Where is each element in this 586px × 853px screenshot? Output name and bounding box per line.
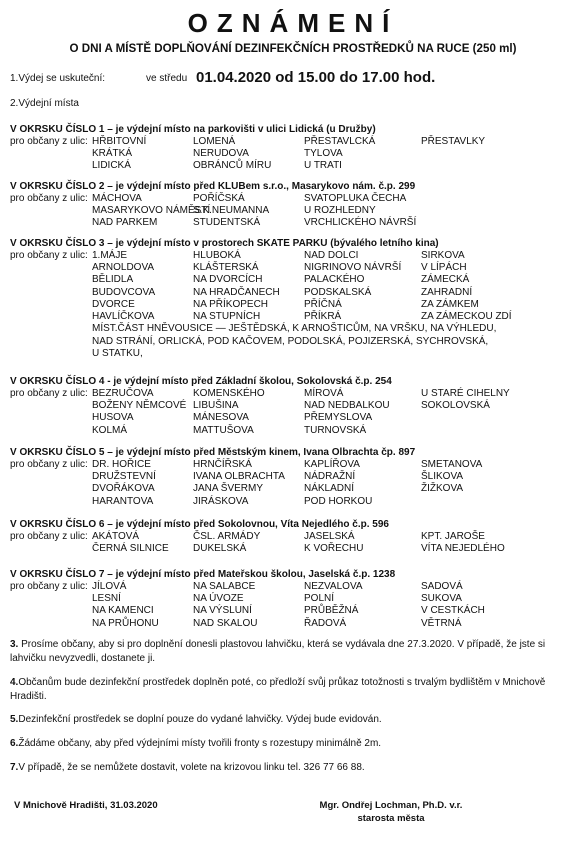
street-name: PŘESTAVLKY bbox=[421, 136, 486, 147]
section1-label: 1.Výdej se uskuteční: bbox=[10, 73, 106, 84]
street-name: DR. HOŘICE bbox=[92, 459, 151, 470]
street-name: NA PŘÍKOPECH bbox=[193, 298, 269, 310]
street-name: DVOŘÁKOVA bbox=[92, 483, 155, 495]
street-name: NA SALABCE bbox=[193, 581, 256, 592]
district-heading: V OKRSKU ČÍSLO 1 – je výdejní místo na parkovišti v ulici Lidická (u Družby) bbox=[10, 124, 376, 135]
street-name: SVATOPLUKA ČECHA bbox=[304, 193, 407, 204]
street-name: PODSKALSKÁ bbox=[304, 286, 372, 298]
note-text: V případě, že se nemůžete dostavit, volete na krizovou linku tel. 326 77 66 88. bbox=[18, 762, 365, 773]
street-name: MÁNESOVA bbox=[193, 412, 249, 424]
district-heading: V OKRSKU ČÍSLO 7 – je výdejní místo před Mateřskou školou, Jaselská č.p. 1238 bbox=[10, 569, 396, 580]
street-name: NAD DOLCI bbox=[304, 250, 359, 261]
street-name: HRNČÍŘSKÁ bbox=[193, 459, 252, 470]
street-name: JÍLOVÁ bbox=[92, 581, 127, 592]
street-name: 1.MÁJE bbox=[92, 250, 128, 261]
street-name: U ROZHLEDNY bbox=[304, 205, 376, 217]
street-name: PŘESTAVLCKÁ bbox=[304, 136, 376, 147]
street-name: KOMENSKÉHO bbox=[193, 388, 265, 399]
street-name: HARANTOVA bbox=[92, 495, 154, 507]
street-name: SADOVÁ bbox=[421, 581, 463, 592]
street-name: IVANA OLBRACHTA bbox=[193, 471, 285, 483]
district-heading: V OKRSKU ČÍSLO 2 – je výdejní místo před KLUBem s.r.o., Masarykovo nám. č.p. 299 bbox=[10, 181, 416, 192]
street-name: HLUBOKÁ bbox=[193, 250, 241, 261]
street-name: LOMENÁ bbox=[193, 136, 236, 147]
street-name: ČSL. ARMÁDY bbox=[193, 531, 261, 542]
street-name: HŘBITOVNÍ bbox=[92, 136, 147, 147]
street-name: NERUDOVA bbox=[193, 148, 249, 160]
street-name: ŘADOVÁ bbox=[304, 617, 347, 629]
district-extra-line: NAD STRÁNÍ, ORLICKÁ, POD KAČOVEM, PODOLSKÁ, POJIZERSKÁ, SYCHROVSKÁ, bbox=[92, 335, 489, 347]
street-name: NEZVALOVA bbox=[304, 581, 363, 592]
page-subtitle: O DNI A MÍSTĚ DOPLŇOVÁNÍ DEZINFEKČNÍCH PROSTŘEDKŮ NA RUCE (250 ml) bbox=[69, 42, 517, 55]
signer-name: Mgr. Ondřej Lochman, Ph.D. v.r. bbox=[319, 800, 463, 811]
street-name: SOKOLOVSKÁ bbox=[421, 400, 490, 412]
street-name: KAPLÍŘOVA bbox=[304, 459, 360, 470]
street-name: POLNÍ bbox=[304, 593, 335, 605]
street-name: MÁCHOVA bbox=[92, 193, 142, 204]
street-name: ZÁMECKÁ bbox=[421, 274, 470, 286]
street-name: PRŮBĚŽNÁ bbox=[304, 605, 359, 617]
for-citizens-label: pro občany z ulic: bbox=[10, 388, 88, 399]
street-name: ŠLIKOVA bbox=[421, 471, 464, 483]
street-name: KOLMÁ bbox=[92, 424, 128, 436]
section2-label: 2.Výdejní místa bbox=[10, 98, 79, 109]
place-date: V Mnichově Hradišti, 31.03.2020 bbox=[14, 800, 158, 811]
street-name: OBRÁNCŮ MÍRU bbox=[193, 160, 272, 172]
note-text: Žádáme občany, aby před výdejními místy tvořili fronty s rozestupy minimálně 2m. bbox=[18, 738, 382, 749]
street-name: NIGRINOVO NÁVRŠÍ bbox=[304, 262, 402, 274]
street-name: ARNOLDOVA bbox=[92, 262, 155, 274]
street-name: JIRÁSKOVA bbox=[193, 495, 249, 507]
street-name: KLÁŠTERSKÁ bbox=[193, 262, 259, 274]
street-name: NAD SKALOU bbox=[193, 617, 258, 629]
street-name: LIBUŠINA bbox=[193, 400, 239, 412]
note-paragraph bbox=[10, 737, 570, 751]
street-name: ČERNÁ SILNICE bbox=[92, 543, 169, 555]
street-name: NA DVORCÍCH bbox=[193, 274, 263, 286]
district-heading: V OKRSKU ČÍSLO 4 - je výdejní místo před Základní školou, Sokolovská č.p. 254 bbox=[10, 376, 392, 387]
street-name: TYLOVA bbox=[304, 148, 343, 160]
street-name: HAVLÍČKOVA bbox=[92, 311, 155, 322]
street-name: NÁKLADNÍ bbox=[304, 483, 355, 495]
street-name: SIRKOVA bbox=[421, 250, 465, 261]
street-name: AKÁTOVÁ bbox=[92, 531, 140, 542]
for-citizens-label: pro občany z ulic: bbox=[10, 250, 88, 261]
for-citizens-label: pro občany z ulic: bbox=[10, 193, 88, 204]
street-name: MASARYKOVO NÁMĚSTÍ bbox=[92, 205, 211, 217]
note-text: Prosíme občany, aby si pro doplnění donesli plastovou lahvičku, která se vydávala dne 27.3.2020. V případě, že jste si lahvičku nevyzvedli, dostanete ji. bbox=[10, 639, 546, 664]
street-name: V LÍPÁCH bbox=[421, 262, 467, 274]
street-name: PALACKÉHO bbox=[304, 274, 365, 286]
street-name: DUKELSKÁ bbox=[193, 543, 247, 555]
street-name: POD HORKOU bbox=[304, 495, 373, 507]
for-citizens-label: pro občany z ulic: bbox=[10, 136, 88, 147]
note-number: 4. bbox=[10, 677, 19, 688]
street-name: SUKOVA bbox=[421, 593, 462, 605]
note-paragraph bbox=[10, 638, 570, 666]
street-name: VRCHLICKÉHO NÁVRŠÍ bbox=[304, 217, 417, 229]
street-name: NAD NEDBALKOU bbox=[304, 400, 390, 412]
street-name: KPT. JAROŠE bbox=[421, 531, 485, 542]
street-name: ZA ZÁMKEM bbox=[421, 298, 479, 310]
district-heading: V OKRSKU ČÍSLO 3 – je výdejní místo v prostorech SKATE PARKU (bývalého letního kina) bbox=[10, 238, 439, 249]
street-name: BĚLIDLA bbox=[92, 274, 134, 286]
note-paragraph bbox=[10, 761, 570, 775]
street-name: S.K.NEUMANNA bbox=[193, 205, 270, 217]
street-name: MATTUŠOVA bbox=[193, 424, 254, 436]
street-name: PŘEMYSLOVA bbox=[304, 412, 373, 424]
street-name: NA PRŮHONU bbox=[92, 617, 159, 629]
district-extra-line: MÍST.ČÁST HNĚVOUSICE — JEŠTĚDSKÁ, K ARNOŠTICŮM, NA VRŠKU, NA VÝHLEDU, bbox=[92, 323, 497, 335]
note-number: 5. bbox=[10, 714, 19, 725]
page-title: OZNÁMENÍ bbox=[187, 8, 399, 38]
street-name: NA ÚVOZE bbox=[193, 593, 244, 605]
note-paragraph bbox=[10, 713, 570, 727]
street-name: U TRATI bbox=[304, 160, 342, 172]
street-name: DRUŽSTEVNÍ bbox=[92, 471, 156, 483]
street-name: BOŽENY NĚMCOVÉ bbox=[92, 400, 187, 412]
district-extra-line: U STATKU, bbox=[92, 348, 143, 360]
street-name: ZAHRADNÍ bbox=[421, 286, 473, 298]
street-name: POŘÍČSKÁ bbox=[193, 193, 245, 204]
section1-when-date: 01.04.2020 od 15.00 do 17.00 hod. bbox=[196, 69, 436, 86]
street-name: BEZRUČOVA bbox=[92, 388, 154, 399]
street-name: PŘÍKRÁ bbox=[304, 311, 342, 322]
street-name: U STARÉ CIHELNY bbox=[421, 388, 510, 399]
signer-title: starosta města bbox=[357, 813, 425, 824]
street-name: NA STUPNÍCH bbox=[193, 311, 261, 322]
note-text: Občanům bude dezinfekční prostředek doplněn poté, co předloží svůj průkaz totožnosti s trvalým bydlištěm v Mnichově Hradišti. bbox=[10, 677, 546, 702]
for-citizens-label: pro občany z ulic: bbox=[10, 459, 88, 470]
street-name: BUDOVCOVA bbox=[92, 286, 156, 298]
note-paragraph bbox=[10, 676, 570, 704]
note-text: Dezinfekční prostředek se doplní pouze do vydané lahvičky. Výdej bude evidován. bbox=[18, 714, 382, 725]
street-name: PŘÍČNÁ bbox=[304, 298, 342, 310]
street-name: NA VÝSLUNÍ bbox=[193, 605, 252, 617]
for-citizens-label: pro občany z ulic: bbox=[10, 581, 88, 592]
street-name: JANA ŠVERMY bbox=[193, 483, 264, 495]
district-heading: V OKRSKU ČÍSLO 6 – je výdejní místo před Sokolovnou, Víta Nejedlého č.p. 596 bbox=[10, 519, 389, 530]
street-name: SMETANOVA bbox=[421, 459, 483, 470]
district-heading: V OKRSKU ČÍSLO 5 – je výdejní místo před Městským kinem, Ivana Olbrachta čp. 897 bbox=[10, 447, 416, 458]
street-name: JASELSKÁ bbox=[304, 531, 355, 542]
note-number: 6. bbox=[10, 738, 19, 749]
street-name: HUSOVA bbox=[92, 412, 134, 424]
street-name: NA HRADČANECH bbox=[193, 286, 280, 298]
street-name: NAD PARKEM bbox=[92, 217, 158, 229]
street-name: KRÁTKÁ bbox=[92, 148, 133, 160]
street-name: LIDICKÁ bbox=[92, 160, 131, 172]
note-number: 3. bbox=[10, 639, 19, 650]
street-name: STUDENTSKÁ bbox=[193, 217, 261, 229]
street-name: VĚTRNÁ bbox=[421, 617, 462, 629]
street-name: K VOŘECHU bbox=[304, 543, 364, 555]
street-name: ZA ZÁMECKOU ZDÍ bbox=[421, 311, 512, 322]
street-name: NÁDRAŽNÍ bbox=[304, 471, 356, 483]
street-name: VÍTA NEJEDLÉHO bbox=[421, 543, 505, 555]
section1-when-prefix: ve středu bbox=[146, 73, 188, 84]
note-number: 7. bbox=[10, 762, 19, 773]
street-name: DVORCE bbox=[92, 298, 135, 310]
street-name: TURNOVSKÁ bbox=[304, 424, 367, 436]
street-name: V CESTKÁCH bbox=[421, 605, 485, 617]
street-name: ŽIŽKOVA bbox=[421, 483, 464, 495]
for-citizens-label: pro občany z ulic: bbox=[10, 531, 88, 542]
street-name: NA KAMENCI bbox=[92, 605, 154, 617]
street-name: LESNÍ bbox=[92, 593, 121, 605]
street-name: MÍROVÁ bbox=[304, 388, 344, 399]
